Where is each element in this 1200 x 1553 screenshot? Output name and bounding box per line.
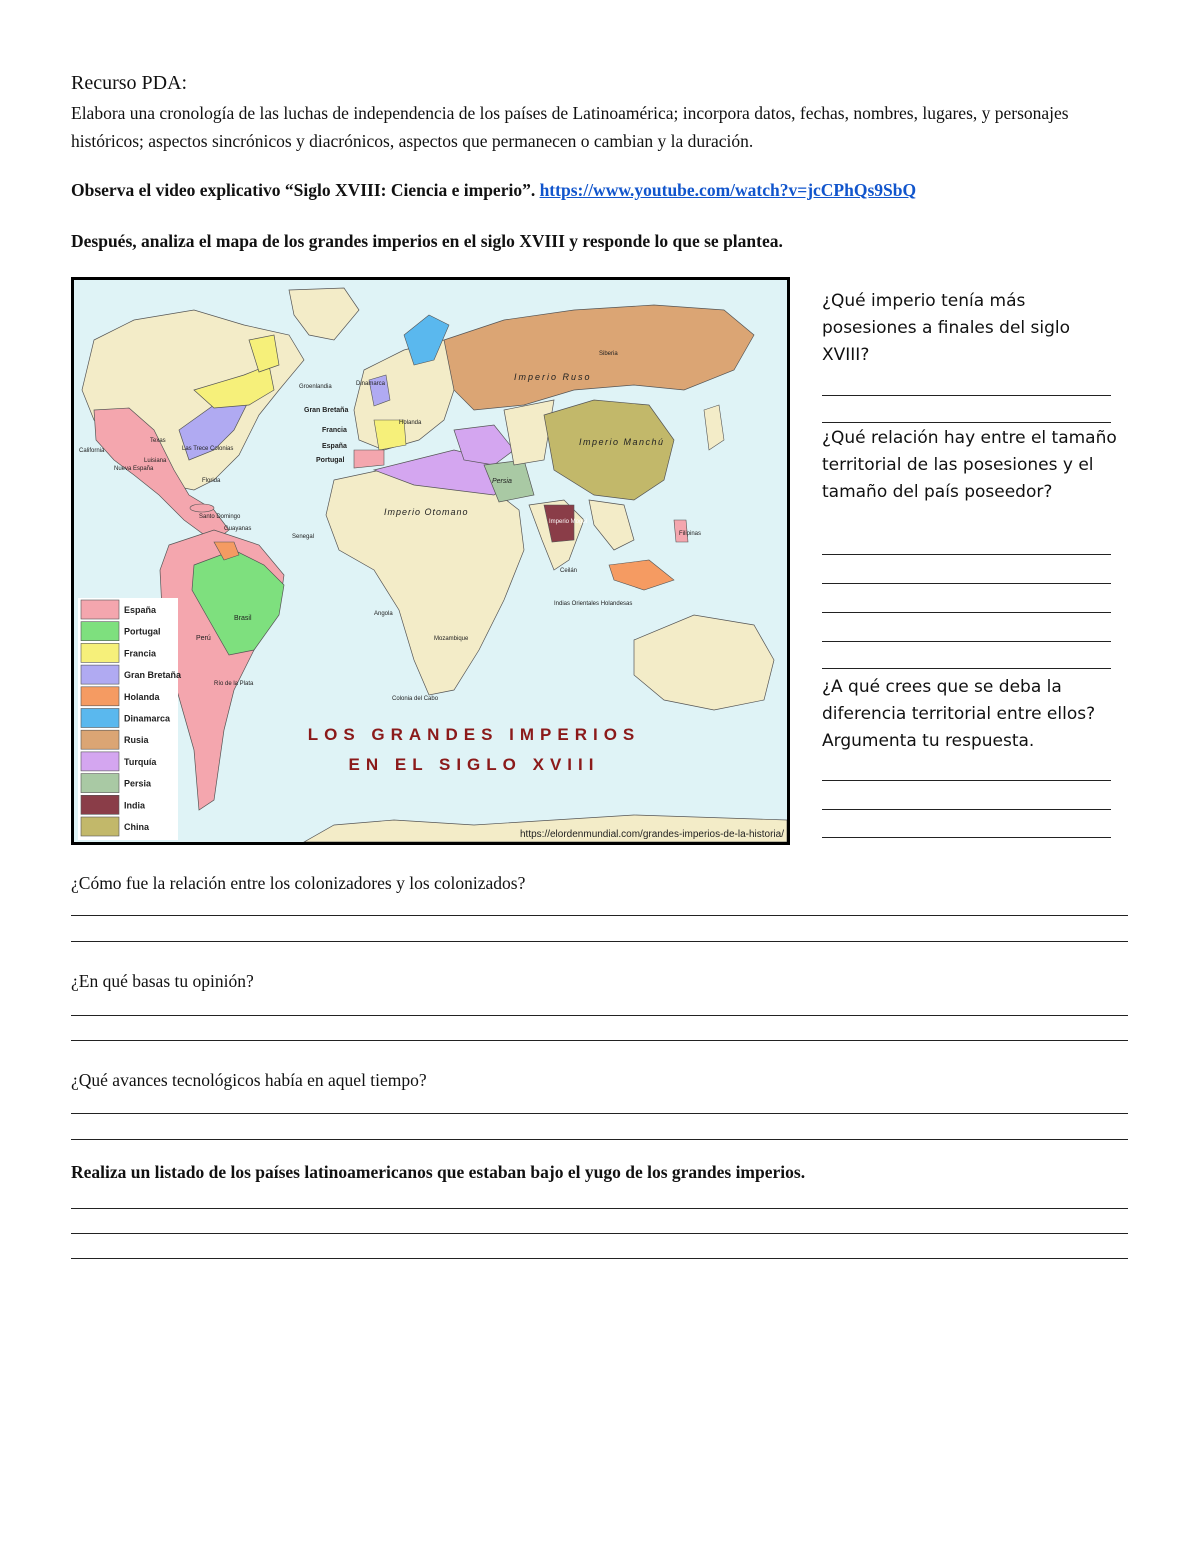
answer-line[interactable] (822, 809, 1111, 810)
answer-line[interactable] (822, 641, 1111, 642)
answer-line[interactable] (71, 941, 1128, 942)
label-nueva-espana: Nueva España (114, 466, 154, 472)
legend-label-4: Holanda (124, 691, 160, 702)
answer-line[interactable] (822, 422, 1111, 423)
label-holanda: Holanda (399, 420, 422, 426)
answer-line[interactable] (71, 1040, 1128, 1041)
label-florida: Florida (202, 478, 221, 484)
answer-line[interactable] (71, 1139, 1128, 1140)
world-empires-map (71, 277, 790, 845)
legend-swatch-10 (81, 817, 119, 836)
answer-line[interactable] (71, 1015, 1128, 1016)
legend-label-9: India (124, 800, 146, 811)
label-indias-holandesas: Indias Orientales Holandesas (554, 601, 633, 607)
map-title-line1: LOS GRANDES IMPERIOS (307, 725, 641, 744)
label-ruso: Imperio Ruso (514, 372, 592, 382)
answer-line[interactable] (822, 583, 1111, 584)
label-peru: Perú (196, 635, 211, 642)
map-instruction: Después, analiza el mapa de los grandes imperios en el siglo XVIII y responde lo que se plantea. (71, 231, 783, 251)
legend-label-6: Rusia (124, 735, 149, 746)
label-brasil: Brasil (234, 615, 252, 622)
answer-line[interactable] (71, 1113, 1128, 1114)
legend-swatch-2 (81, 643, 119, 662)
map-legend (78, 598, 182, 840)
label-louisiana: Luisiana (144, 458, 167, 464)
side-question-3: ¿A qué crees que se deba la diferencia territorial entre ellos? Argumenta tu respuesta. (822, 677, 1096, 751)
legend-swatch-3 (81, 665, 119, 684)
label-texas: Texas (150, 438, 166, 444)
legend-label-7: Turquía (124, 756, 157, 767)
legend-swatch-8 (81, 774, 119, 793)
label-senegal: Senegal (292, 534, 315, 540)
legend-swatch-7 (81, 752, 119, 771)
side-question-2: ¿Qué relación hay entre el tamaño territorial de las posesiones y el tamaño del país poseedor? (822, 428, 1117, 502)
label-guayanas: Guayanas (224, 526, 252, 532)
label-siberia: Siberia (599, 351, 618, 357)
final-prompt: Realiza un listado de los países latinoamericanos que estaban bajo el yugo de los grandes imperios. (71, 1162, 806, 1182)
legend-label-10: China (124, 822, 150, 832)
question-1: ¿Cómo fue la relación entre los colonizadores y los colonizados? (71, 873, 526, 893)
answer-line[interactable] (71, 1233, 1128, 1234)
label-portugal: Portugal (316, 457, 345, 464)
answer-line[interactable] (822, 612, 1111, 613)
label-francia: Francia (322, 427, 347, 434)
video-instruction (71, 180, 916, 201)
legend-swatch-5 (81, 709, 119, 728)
label-santo-domingo: Santo Domingo (199, 514, 241, 520)
answer-line[interactable] (71, 1258, 1128, 1259)
answer-line[interactable] (822, 780, 1111, 781)
map-source: https://elordenmundial.com/grandes-imperios-de-la-historia/ (519, 829, 784, 840)
answer-line[interactable] (71, 915, 1128, 916)
label-rio-plata: Río de la Plata (214, 681, 254, 687)
legend-label-1: Portugal (124, 626, 161, 637)
page-title: Recurso PDA: (71, 72, 188, 94)
label-manchu: Imperio Manchú (579, 437, 665, 447)
label-ceylan: Ceilán (560, 568, 578, 574)
video-link[interactable]: https://www.youtube.com/watch?v=jcCPhQs9SbQ (539, 180, 917, 200)
label-dinamarca: Dinamarca (356, 381, 386, 387)
legend-swatch-0 (81, 600, 119, 619)
label-espana: España (322, 443, 347, 450)
answer-line[interactable] (71, 1208, 1128, 1209)
video-instruction-text: Observa el video explicativo “Siglo XVIII: Ciencia e imperio”. (71, 180, 540, 200)
label-cabo: Colonia del Cabo (392, 696, 439, 702)
iberia (354, 450, 384, 468)
legend-label-5: Dinamarca (124, 713, 171, 724)
label-persia: Persia (492, 478, 512, 485)
side-question-1: ¿Qué imperio tenía más posesiones a finales del siglo XVIII? (822, 291, 1071, 365)
answer-line[interactable] (822, 395, 1111, 396)
label-otomano: Imperio Otomano (384, 507, 469, 517)
question-3: ¿Qué avances tecnológicos había en aquel tiempo? (71, 1070, 427, 1090)
legend-label-8: Persia (124, 778, 152, 789)
label-california: California (79, 448, 105, 454)
answer-line[interactable] (822, 837, 1111, 838)
legend-label-3: Gran Bretaña (124, 670, 182, 681)
answer-line[interactable] (822, 668, 1111, 669)
legend-swatch-6 (81, 730, 119, 749)
label-mozambique: Mozambique (434, 636, 469, 642)
question-2: ¿En qué basas tu opinión? (71, 971, 254, 991)
legend-swatch-4 (81, 687, 119, 706)
label-gran-bretana: Gran Bretaña (304, 407, 349, 414)
legend-swatch-1 (81, 622, 119, 641)
map-title-line2: EN EL SIGLO XVIII (348, 755, 600, 774)
answer-line[interactable] (822, 554, 1111, 555)
label-mogol: Imperio Mogol (549, 519, 588, 525)
label-filipinas: Filipinas (679, 531, 702, 537)
label-trece-colonias: Las Trece Colonias (182, 446, 234, 452)
intro-paragraph: Elabora una cronología de las luchas de independencia de los países de Latinoamérica; incorpora datos, fechas, nombres, lugares, y personajes históricos; aspectos sincrónicos y diacrónicos, aspectos que permanecen o cambian y la duración. (71, 103, 1069, 151)
label-groenlandia: Groenlandia (299, 384, 332, 390)
legend-swatch-9 (81, 795, 119, 814)
legend-label-0: España (124, 605, 157, 615)
label-angola: Angola (374, 611, 393, 617)
legend-label-2: Francia (124, 648, 157, 659)
